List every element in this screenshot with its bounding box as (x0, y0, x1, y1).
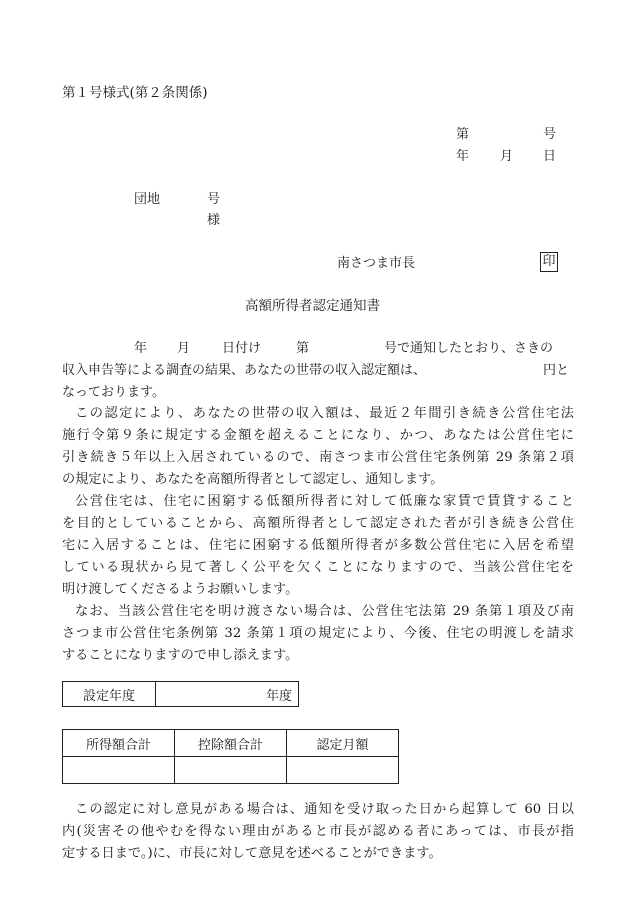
p3-line: 明け渡してくださるようお願いします。 (62, 582, 299, 597)
paragraph-4 (62, 601, 574, 667)
p1-number-prefix: 第 (296, 341, 310, 356)
p1-line2-end: 円と (543, 363, 570, 378)
p4-line: なお、当該公営住宅を明け渡さない場合は、公営住宅法第 29 条第１項及び南 (75, 604, 574, 619)
setting-year-label: 設定年度 (63, 682, 156, 707)
p1-line2-start: 収入申告等による調査の結果、あなたの世帯の収入認定額は、 (62, 363, 427, 378)
p1-month: 月 (177, 341, 191, 356)
deduction-total-value (175, 757, 287, 784)
paragraph-3 (62, 491, 574, 601)
p1-year: 年 (134, 341, 148, 356)
table-header-row (63, 730, 399, 757)
p3-line: を目的としていることから、高額所得者として認定された者が引き続き公営住 (62, 516, 574, 531)
seal-stamp: 印 (540, 252, 558, 272)
recipient-complex: 団地 (134, 192, 161, 207)
issuer: 南さつま市長 (337, 256, 416, 271)
amounts-table (62, 729, 399, 784)
footer-line: 定する日まで。)に、市長に対して意見を述べることができます。 (62, 846, 442, 861)
date-year: 年 (456, 149, 470, 164)
p4-line: さつま市公営住宅条例第 32 条第１項の規定により、今後、住宅の明渡しを請求 (62, 626, 574, 641)
form-number: 第１号様式(第２条関係) (62, 85, 208, 101)
certified-monthly-header: 認定月額 (287, 730, 399, 757)
certified-monthly-value (287, 757, 399, 784)
date-month: 月 (500, 149, 514, 164)
setting-year-table (62, 681, 299, 707)
p4-line: することになりますので申し添えます。 (62, 648, 299, 663)
doc-number-prefix: 第 (456, 127, 470, 142)
p2-line: の規定により、あなたを高額所得者として認定し、通知します。 (62, 472, 444, 487)
footer-line: 内(災害その他やむを得ない理由があると市長が認める者にあっては、市長が指 (62, 824, 574, 839)
p1-line1-rest: 号で通知したとおり、さきの (384, 341, 554, 356)
table-row (63, 757, 399, 784)
p1-dated: 日付け (222, 341, 262, 356)
income-total-value (63, 757, 175, 784)
income-total-header: 所得額合計 (63, 730, 175, 757)
footer-line: この認定に対し意見がある場合は、通知を受け取った日から起算して 60 日以 (75, 802, 574, 817)
paragraph-2 (62, 403, 574, 491)
p2-line: この認定により、あなたの世帯の収入額は、最近２年間引き続き公営住宅法 (75, 406, 574, 421)
p2-line: 引き続き５年以上入居されているので、南さつま市公営住宅条例第 29 条第２項 (62, 450, 574, 465)
document-title: 高額所得者認定通知書 (245, 298, 380, 314)
p3-line: 公営住宅は、住宅に困窮する低額所得者に対して低廉な家賃で賃貸すること (75, 494, 574, 509)
p1-line3: なっております。 (62, 385, 165, 400)
recipient-number: 号 (207, 192, 221, 207)
footer-note (62, 799, 574, 865)
date-day: 日 (543, 149, 557, 164)
doc-number-suffix: 号 (543, 127, 557, 142)
recipient-honorific: 様 (207, 213, 221, 228)
p3-line: している現状から見て著しく公平を欠くことになりますので、当該公営住宅を (62, 560, 574, 575)
setting-year-value: 年度 (156, 682, 299, 707)
p2-line: 施行令第９条に規定する金額を超えることになり、かつ、あなたは公営住宅に (62, 428, 574, 443)
p3-line: 宅に入居することは、住宅に困窮する低額所得者が多数公営住宅に入居を希望 (62, 538, 574, 553)
deduction-total-header: 控除額合計 (175, 730, 287, 757)
